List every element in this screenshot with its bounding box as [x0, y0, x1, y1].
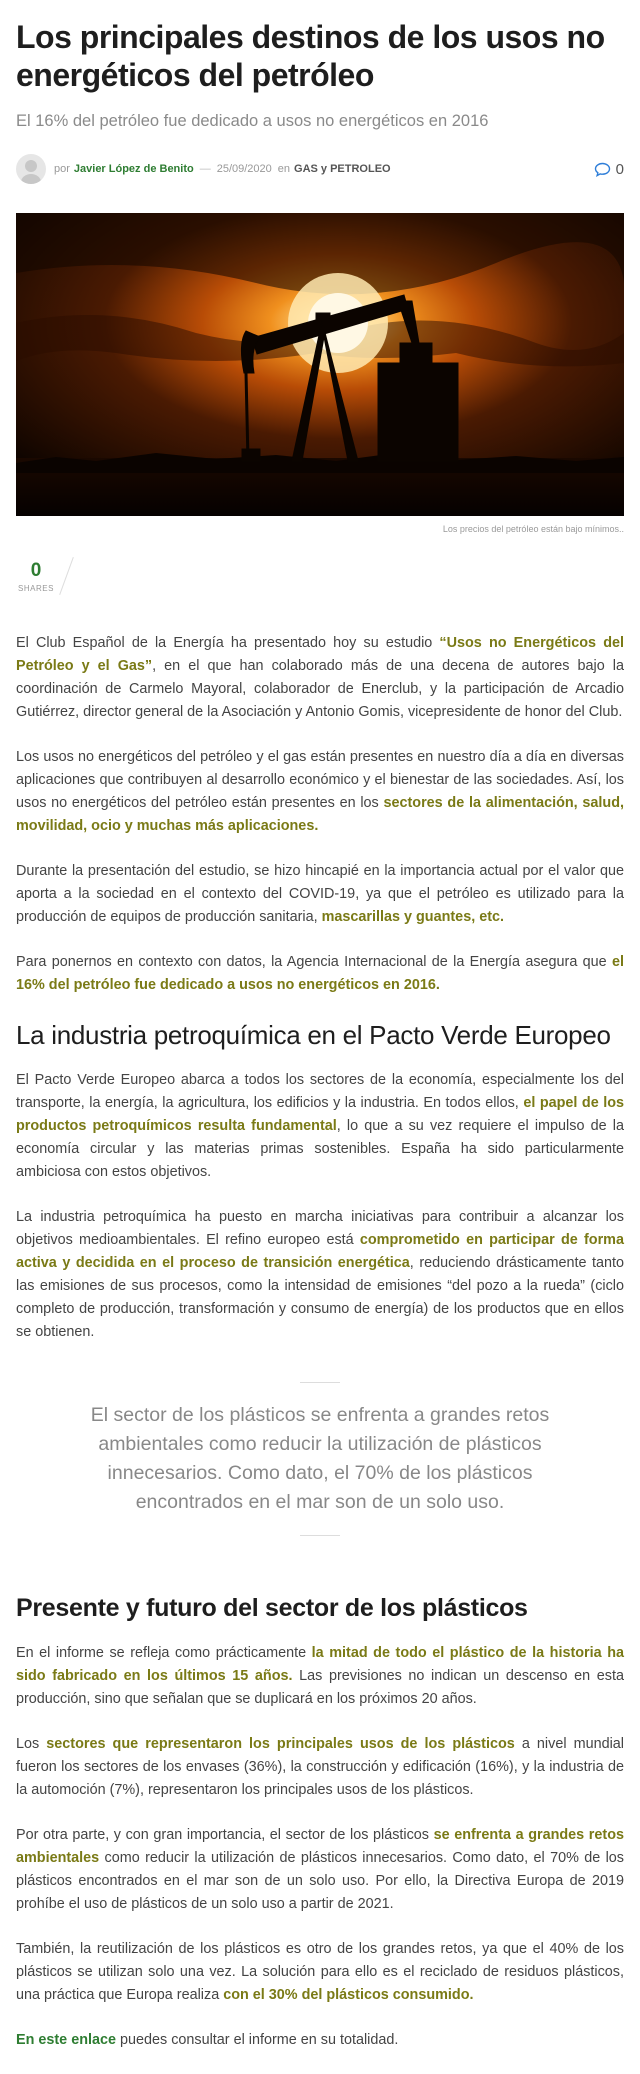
- article-title: Los principales destinos de los usos no energéticos del petróleo: [16, 19, 605, 93]
- article-body: [16, 632, 624, 2052]
- hero-image: [16, 213, 624, 516]
- paragraph-9: [16, 1824, 624, 1916]
- comments-link[interactable]: [594, 161, 624, 178]
- highlight-text: sectores que representaron los principales usos de los plásticos: [46, 1736, 515, 1752]
- text-run: , lo que a su vez requiere el impulso de la economía circular y las materias primas sostenibles. España ha sido particularmente ambiciosa con estos objetivos.: [16, 1118, 624, 1180]
- highlight-text: el 16% del petróleo fue dedicado a usos no energéticos en 2016.: [16, 954, 624, 993]
- paragraph-4: [16, 951, 624, 997]
- highlight-text: comprometido en participar de forma activa y decidida en el proceso de transición energética: [16, 1232, 624, 1271]
- comment-count: 0: [615, 160, 624, 178]
- meta-in-label: en: [277, 163, 291, 175]
- quote-divider-bottom: [300, 1535, 340, 1536]
- paragraph-1: [16, 632, 624, 724]
- text-run: En el informe se refleja como prácticamente: [16, 1645, 312, 1661]
- highlight-text: “Usos no Energéticos del Petróleo y el Gas”: [16, 635, 624, 674]
- text-run: como reducir la utilización de plásticos innecesarios. Como dato, el 70% de los plásticos encontrados en el mar son de un solo uso. Por ello, la Directiva Europa de 2019 prohíbe el uso de plásticos de un solo uso a partir de 2021.: [16, 1850, 624, 1912]
- highlight-text: sectores de la alimentación, salud, movilidad, ocio y muchas más aplicaciones.: [16, 795, 624, 834]
- text-run: a nivel mundial fueron los sectores de los envases (36%), la construcción y edificación (16%), y la industria de la automoción (7%), representaron los principales usos de los plásticos.: [16, 1736, 624, 1798]
- category-link[interactable]: GAS y PETROLEO: [294, 163, 391, 175]
- section-heading-plasticos: Presente y futuro del sector de los plásticos: [16, 1594, 528, 1622]
- report-link[interactable]: En este enlace: [16, 2032, 116, 2048]
- meta-separator: —: [199, 163, 211, 175]
- image-caption: Los precios del petróleo están bajo mínimos..: [442, 524, 624, 534]
- highlight-text: el papel de los productos petroquímicos resulta fundamental: [16, 1095, 624, 1134]
- user-avatar-icon[interactable]: [16, 154, 46, 184]
- text-run: puedes consultar el informe en su totalidad.: [116, 2032, 399, 2048]
- text-run: , reduciendo drásticamente tanto las emisiones de sus procesos, como la intensidad de emisiones “del pozo a la rueda” (ciclo completo de producción, transformación y consumo de energía) de los productos que en ellos se obtienen.: [16, 1255, 624, 1340]
- author-link[interactable]: Javier López de Benito: [73, 163, 194, 175]
- shares-count: 0: [30, 560, 42, 581]
- meta-by-label: por: [54, 163, 70, 175]
- pull-quote: [16, 1382, 624, 1536]
- pull-quote-text: El sector de los plásticos se enfrenta a grandes retos ambientales como reducir la utilización de plásticos innecesarios. Como dato, el 70% de los plásticos encontrados en el mar son de un solo uso.: [90, 1404, 550, 1513]
- paragraph-5: [16, 1069, 624, 1184]
- highlight-text: se enfrenta a grandes retos ambientales: [16, 1827, 624, 1866]
- text-run: Por otra parte, y con gran importancia, el sector de los plásticos: [16, 1827, 434, 1843]
- article-meta: [16, 153, 624, 185]
- paragraph-11: [16, 2029, 624, 2052]
- text-run: Las previsiones no indican un descenso en esta producción, sino que señalan que se duplicará en los próximos 20 años.: [16, 1668, 624, 1707]
- text-run: El Club Español de la Energía ha presentado hoy su estudio: [16, 635, 440, 651]
- highlight-text: mascarillas y guantes, etc.: [321, 909, 504, 925]
- highlight-text: la mitad de todo el plástico de la historia ha sido fabricado en los últimos 15 años.: [16, 1645, 624, 1684]
- comment-icon: [594, 162, 611, 177]
- highlight-text: con el 30% del plásticos consumido.: [223, 1987, 474, 2003]
- paragraph-7: [16, 1642, 624, 1711]
- text-run: Para ponernos en contexto con datos, la Agencia Internacional de la Energía asegura que: [16, 954, 612, 970]
- text-run: El Pacto Verde Europeo abarca a todos los sectores de la economía, especialmente los del transporte, la energía, la agricultura, los edificios y la industria. En todos ellos,: [16, 1072, 624, 1111]
- paragraph-6: [16, 1206, 624, 1344]
- text-run: También, la reutilización de los plásticos es otro de los grandes retos, ya que el 40% de los plásticos se utilizan solo una vez. La solución para ello es el reciclado de residuos plásticos, una práctica que Europa realiza: [16, 1941, 624, 2003]
- share-counter: [16, 560, 624, 610]
- text-run: La industria petroquímica ha puesto en marcha iniciativas para contribuir a alcanzar los objetivos medioambientales. El refino europeo está: [16, 1209, 624, 1248]
- text-run: Los usos no energéticos del petróleo y el gas están presentes en nuestro día a día en diversas aplicaciones que contribuyen al desarrollo económico y el bienestar de las sociedades. Así, los usos no energéticos del petróleo están presentes en los: [16, 749, 624, 811]
- text-run: , en el que han colaborado más de una decena de autores bajo la coordinación de Carmelo Mayoral, colaborador de Enerclub, y la participación de Arcadio Gutiérrez, director general de la Asociación y Antonio Gomis, vicepresidente de honor del Club.: [16, 658, 624, 720]
- article-subtitle: El 16% del petróleo fue dedicado a usos no energéticos en 2016: [16, 112, 489, 130]
- paragraph-10: [16, 1938, 624, 2007]
- paragraph-8: [16, 1733, 624, 1802]
- section-heading-petroquimica: La industria petroquímica en el Pacto Verde Europeo: [16, 1020, 611, 1050]
- paragraph-3: [16, 860, 624, 929]
- publish-date: 25/09/2020: [216, 163, 272, 175]
- text-run: Los: [16, 1736, 47, 1752]
- text-run: Durante la presentación del estudio, se hizo hincapié en la importancia actual por el valor que aporta a la sociedad en el contexto del COVID-19, ya que el petróleo es utilizado para la producción de equipos de producción sanitaria,: [16, 863, 624, 925]
- shares-label: SHARES: [18, 584, 54, 593]
- shares-divider: [59, 557, 74, 595]
- paragraph-2: [16, 746, 624, 838]
